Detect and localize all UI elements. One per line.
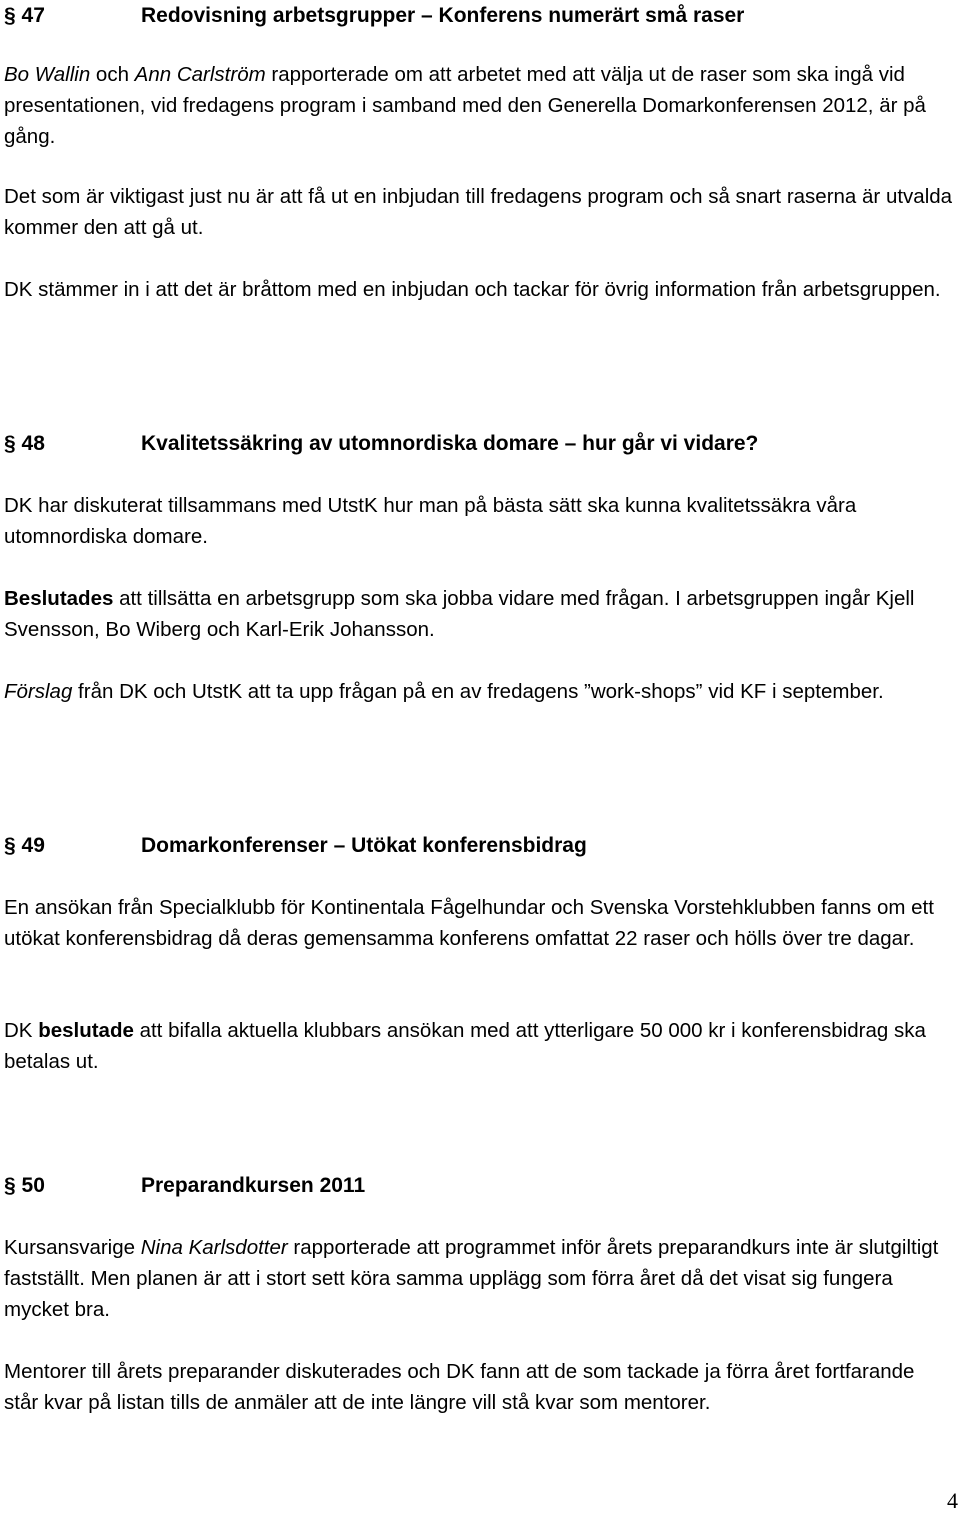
person-name: Bo Wallin: [4, 63, 91, 86]
page-number: 4: [947, 1488, 958, 1513]
section-50-paragraph-2: Mentorer till årets preparander diskuterades och DK fann att de som tackade ja förra året fortfarande står kvar på listan tills de anmäler att de inte längre vill stå kvar som mentorer.: [4, 1360, 915, 1414]
paragraph-text: att bifalla aktuella klubbars ansökan med att ytterligare 50 000 kr i konferensbidrag ska betalas ut.: [4, 1019, 926, 1073]
section-48-paragraph-3: [4, 676, 954, 707]
section-49-heading: [4, 830, 587, 861]
proposal-keyword: Förslag: [4, 680, 73, 703]
paragraph-text: att tillsätta en arbetsgrupp som ska jobba vidare med frågan. I arbetsgruppen ingår Kjell Svensson, Bo Wiberg och Karl-Erik Johansson.: [4, 587, 915, 641]
section-47-paragraph-2: Det som är viktigast just nu är att få ut en inbjudan till fredagens program och så snart raserna är utvalda kommer den att gå ut.: [4, 185, 953, 239]
section-50-paragraph-1: [4, 1232, 954, 1325]
paragraph-text: Kursansvarige: [4, 1236, 141, 1259]
paragraph-text: och: [90, 63, 135, 86]
section-number: § 48: [4, 432, 45, 455]
section-title: Domarkonferenser – Utökat konferensbidrag: [141, 834, 587, 857]
section-48-paragraph-2: [4, 583, 954, 645]
paragraph-text: rapporterade om att arbetet med att välja ut de raser som ska ingå vid presentationen, vid fredagens program i samband med den Generella Domarkonferensen 2012, är på gång.: [4, 63, 926, 148]
section-49-paragraph-1: En ansökan från Specialklubb för Kontinentala Fågelhundar och Svenska Vorstehklubben fanns om ett utökat konferensbidrag då deras gemensamma konferens omfattat 22 raser och hölls över tre dagar.: [4, 896, 934, 950]
decision-keyword: beslutade: [38, 1019, 134, 1042]
section-title: Redovisning arbetsgrupper – Konferens numerärt små raser: [141, 4, 745, 27]
paragraph-text: DK: [4, 1019, 39, 1042]
section-49-paragraph-2: [4, 1015, 954, 1077]
section-title: Kvalitetssäkring av utomnordiska domare – hur går vi vidare?: [141, 432, 759, 455]
section-48-heading: [4, 428, 758, 459]
section-50-heading: [4, 1170, 365, 1201]
decision-keyword: Beslutades: [4, 587, 114, 610]
person-name: Nina Karlsdotter: [140, 1236, 288, 1259]
section-47-paragraph-3: DK stämmer in i att det är bråttom med en inbjudan och tackar för övrig information från arbetsgruppen.: [4, 278, 941, 301]
section-47-paragraph-1: [4, 59, 954, 152]
paragraph-text: från DK och UtstK att ta upp frågan på en av fredagens ”work-shops” vid KF i september.: [72, 680, 884, 703]
person-name: Ann Carlström: [134, 63, 266, 86]
section-number: § 49: [4, 834, 45, 857]
section-number: § 47: [4, 4, 45, 27]
paragraph-text: rapporterade att programmet inför årets preparandkurs inte är slutgiltigt fastställt. Men planen är att i stort sett köra samma upplägg som förra året då det visat sig fungera mycket bra.: [4, 1236, 939, 1321]
section-47-heading: [4, 0, 744, 31]
section-48-paragraph-1: DK har diskuterat tillsammans med UtstK hur man på bästa sätt ska kunna kvalitetssäkra våra utomnordiska domare.: [4, 494, 857, 548]
section-number: § 50: [4, 1174, 45, 1197]
section-title: Preparandkursen 2011: [141, 1174, 366, 1197]
